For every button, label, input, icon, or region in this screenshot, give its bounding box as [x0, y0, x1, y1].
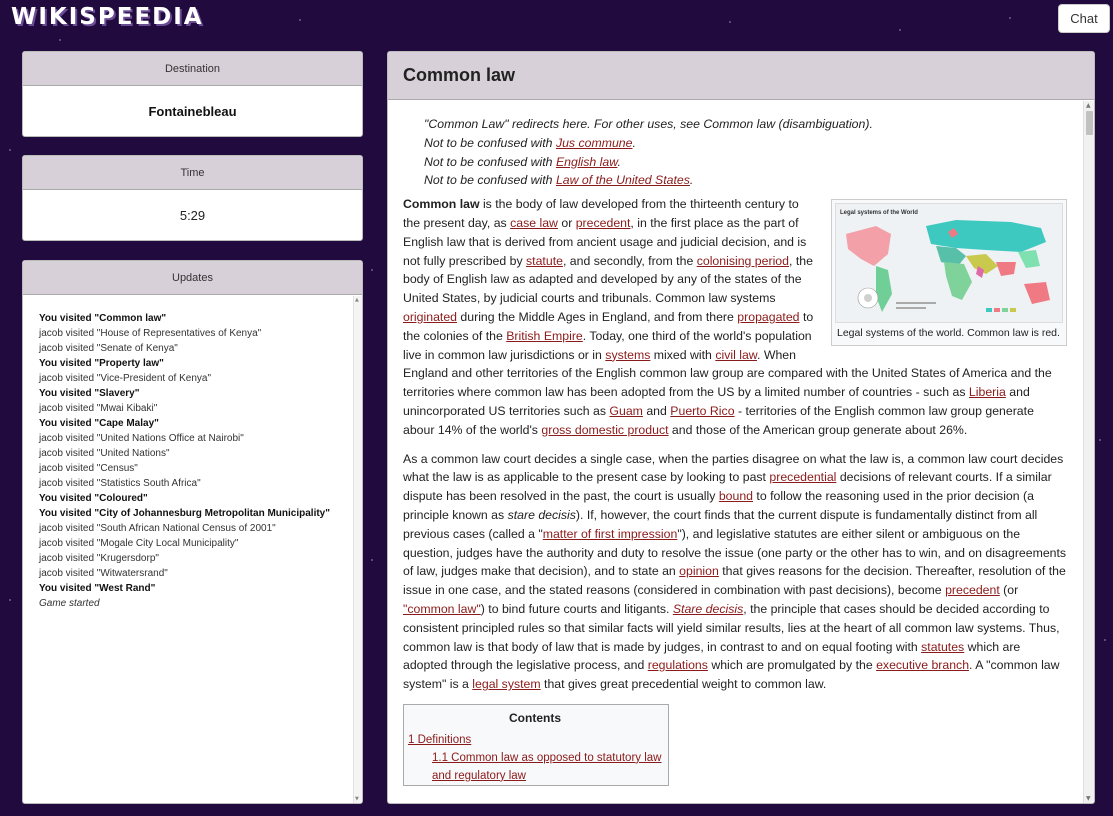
hatnote-redirect: "Common Law" redirects here. For other uses, see Common law (disambiguation).: [424, 117, 873, 131]
update-item: jacob visited "Vice-President of Kenya": [39, 373, 212, 384]
destination-card: [22, 51, 363, 137]
time-card: [22, 155, 363, 241]
time-value: 5:29: [179, 207, 206, 223]
update-item: jacob visited "Statistics South Africa": [39, 478, 201, 489]
toc-title: Contents: [509, 710, 561, 725]
update-item: jacob visited "Mwai Kibaki": [39, 403, 158, 414]
link-opinion[interactable]: opinion: [679, 564, 719, 579]
update-item: jacob visited "Census": [39, 463, 138, 474]
update-item: You visited "Coloured": [39, 493, 148, 504]
text: . A "common law system" is a: [403, 658, 1060, 692]
update-item: You visited "Slavery": [39, 388, 140, 399]
hatnotes: [403, 115, 1067, 190]
text: and: [642, 403, 671, 418]
link-puerto-rico[interactable]: Puerto Rico: [670, 403, 735, 418]
link-propagated[interactable]: propagated: [737, 309, 800, 324]
toc-link-common-law-vs-statutory[interactable]: 1.1 Common law as opposed to statutory law and regulatory law: [432, 751, 662, 782]
scroll-thumb[interactable]: [1086, 111, 1093, 135]
text: ). If, however, the court finds that the current dispute is fundamentally distinct from all previous cases (called a ": [403, 507, 1038, 541]
link-precedent-2[interactable]: precedent: [945, 583, 1000, 598]
article-scrollbar[interactable]: [1083, 101, 1094, 803]
text: As a common law court decides a single case, when the parties disagree on what the law is, a common law court decides what the law is as applicable to the present case by looking to past: [403, 451, 1064, 485]
link-originated[interactable]: originated: [403, 309, 458, 324]
update-item: You visited "West Rand": [39, 583, 156, 594]
toc-item: [408, 749, 662, 785]
updates-list: [23, 295, 362, 611]
link-gdp[interactable]: gross domestic product: [541, 422, 669, 437]
text: and unincorporated US territories such as: [403, 385, 1030, 418]
updates-scrollbar[interactable]: [353, 296, 362, 803]
update-item: jacob visited "Senate of Kenya": [39, 343, 178, 354]
update-item: You visited "Property law": [39, 358, 164, 369]
update-item: jacob visited "Witwatersrand": [39, 568, 168, 579]
world-map-image[interactable]: [835, 203, 1063, 323]
link-english-law[interactable]: English law: [555, 154, 618, 169]
updates-card: [22, 260, 363, 804]
text: or: [557, 215, 576, 230]
link-common-law-quoted[interactable]: "common law": [403, 601, 481, 616]
text: that gives reasons for the decision. Thereafter, resolution of the issue in one case, and the stated reasons (considered in combination with past decisions), become: [403, 564, 1066, 598]
italic-term: stare decisis: [507, 507, 576, 522]
map-graphic: [836, 204, 1063, 323]
destination-title: Destination: [23, 52, 362, 86]
text: , the body of English law as adapted and developed by any of the states of the United States, by judicial courts and tribunals. Common law systems: [403, 253, 813, 306]
text: during the Middle Ages in England, and from there: [457, 309, 738, 324]
link-case-law[interactable]: case law: [510, 215, 558, 230]
logo: WIKISPEEDIA: [11, 4, 204, 30]
figure: [831, 199, 1067, 346]
link-systems[interactable]: systems: [605, 347, 651, 362]
figure-caption: Legal systems of the world. Common law is red.: [837, 327, 1060, 340]
update-item: jacob visited "United Nations Office at Nairobi": [39, 433, 244, 444]
text: decisions of relevant courts. If a similar dispute has been resolved in the past, the court is usually: [403, 470, 1052, 504]
update-item: Game started: [39, 598, 100, 609]
text: . Today, one third of the world's population live in common law jurisdictions or in: [403, 328, 812, 362]
update-item: jacob visited "Krugersdorp": [39, 553, 159, 564]
text: to follow the reasoning used in the prior decision (a principle known as: [403, 489, 1034, 522]
update-item: You visited "Common law": [39, 313, 167, 324]
update-item: jacob visited "United Nations": [39, 448, 170, 459]
toc-link-definitions[interactable]: 1 Definitions: [408, 733, 472, 746]
bold-term: Common law: [403, 197, 480, 212]
hatnote-prefix: Not to be confused with: [424, 154, 556, 169]
update-item: jacob visited "South African National Census of 2001": [39, 523, 276, 534]
text: "), and legislative statutes are either silent or ambiguous on the question, judges have the authority and duty to resolve the issue (one party or the other has to win, and on disagreements of law, judges make that decision), and to state an: [403, 526, 1067, 579]
text: to the colonies of the: [403, 309, 814, 343]
scroll-down-icon[interactable]: ▼: [1086, 795, 1091, 802]
update-item: jacob visited "Mogale City Local Municipality": [39, 538, 239, 549]
link-precedent[interactable]: precedent: [575, 215, 631, 230]
update-item: You visited "Cape Malay": [39, 418, 159, 429]
text: which are adopted through the legislative process, and: [403, 639, 1021, 673]
hatnote-confused: Not to be confused with Jus commune.: [424, 135, 636, 150]
scroll-up-icon[interactable]: ▲: [1086, 102, 1091, 109]
update-item: jacob visited "House of Representatives of Kenya": [39, 328, 262, 339]
link-civil-law[interactable]: civil law: [715, 347, 757, 362]
paragraph-2: [403, 450, 1067, 694]
link-bound[interactable]: bound: [718, 489, 754, 504]
text: that gives great precedential weight to common law.: [540, 677, 827, 692]
text: . When England and other territories of the English common law group are compared with the United States of America and the territories where common law has been adopted from the US by a limited number of countries - such as: [403, 347, 1052, 400]
text: (or: [999, 583, 1019, 598]
link-regulations[interactable]: regulations: [647, 658, 708, 673]
link-statute[interactable]: statute: [526, 253, 563, 268]
text: , the principle that cases should be decided according to consistent principled rules so that similar facts will yield similar results, lies at the heart of all common law systems. Thus, common law is that body of law that is made by judges, in contrast to and on equal footing with: [403, 601, 1060, 654]
link-law-us[interactable]: Law of the United States: [555, 173, 690, 188]
link-stare-decisis[interactable]: Stare decisis: [672, 601, 744, 616]
table-of-contents: [403, 704, 669, 786]
destination-value: Fontainebleau: [148, 103, 237, 119]
update-item: You visited "City of Johannesburg Metropolitan Municipality": [39, 508, 330, 519]
link-precedential[interactable]: precedential: [769, 470, 837, 485]
hatnote-confused: Not to be confused with English law.: [424, 154, 621, 169]
text: - territories of the English common law group generate abour 14% of the world's: [403, 403, 1034, 437]
text: mixed with: [650, 347, 716, 362]
text: is the body of law developed from the thirteenth century to the present day, as: [403, 197, 799, 230]
link-liberia[interactable]: Liberia: [968, 385, 1006, 400]
scroll-up-icon[interactable]: ▲: [355, 297, 359, 303]
link-executive-branch[interactable]: executive branch: [876, 658, 970, 673]
paragraph-1: [403, 195, 1067, 439]
text: which are promulgated by the: [707, 658, 877, 673]
link-jus-commune[interactable]: Jus commune: [555, 135, 633, 150]
text: , and secondly, from the: [562, 253, 697, 268]
text: and those of the American group generate about 26%.: [668, 422, 968, 437]
text: ) to bind future courts and litigants.: [480, 601, 673, 616]
hatnote-confused: Not to be confused with Law of the United States.: [424, 173, 694, 188]
link-colonising-period[interactable]: colonising period: [696, 253, 789, 268]
article-title: Common law: [388, 52, 1094, 100]
updates-title: Updates: [23, 261, 362, 295]
text: , in the first place as the part of English law that is derived from ancient usage and judicial decision, and is not fully prescribed by: [403, 215, 807, 268]
article-body: [388, 101, 1083, 803]
hatnote-prefix: Not to be confused with: [424, 173, 556, 188]
chat-button[interactable]: Chat: [1058, 4, 1110, 33]
link-guam[interactable]: Guam: [609, 403, 643, 418]
scroll-down-icon[interactable]: ▼: [355, 796, 359, 802]
toc-item: [408, 731, 662, 749]
time-title: Time: [23, 156, 362, 190]
link-statutes[interactable]: statutes: [921, 639, 965, 654]
link-matter-of-first-impression[interactable]: matter of first impression: [542, 526, 678, 541]
link-legal-system[interactable]: legal system: [472, 677, 541, 692]
article-panel: [387, 51, 1095, 804]
link-british-empire[interactable]: British Empire: [506, 328, 583, 343]
map-title: Legal systems of the World: [840, 210, 918, 217]
hatnote-prefix: Not to be confused with: [424, 135, 556, 150]
